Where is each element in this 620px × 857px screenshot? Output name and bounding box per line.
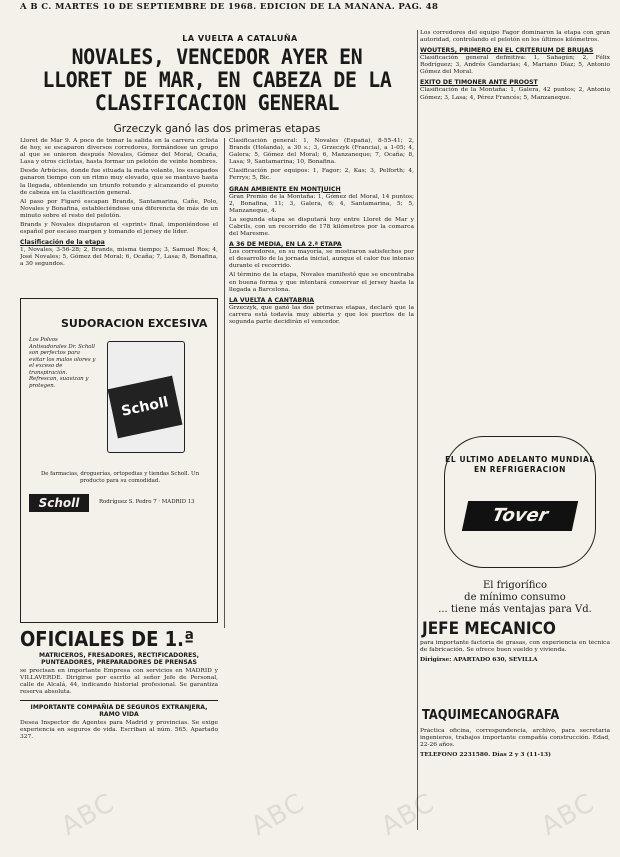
article-subheading: LA VUELTA A CANTABRIA (229, 296, 315, 304)
watermark: ABC (56, 787, 121, 843)
article-paragraph: La segunda etapa se disputará hoy entre Lloret de Mar y Cabrils, con un recorrido de 178 kilómetros por la comarca del Maresme. (229, 216, 414, 238)
scholl-advertisement (20, 298, 218, 623)
article-paragraph: Los corredores del equipo Fagor dominaron la etapa con gran autoridad, controlando el pelotón en los últimos kilómetros. (420, 30, 610, 44)
watermark: ABC (536, 787, 601, 843)
article-paragraph: Lloret de Mar 9. A poco de tomar la salida en la carrera ciclista de hoy, se escaparon diversos corredores, formándose un grupo al que se unieron después Novales, Gómez del Moral, Ocaña, Lasa y otros ciclistas, hasta formar un pelotón de veinte hombres. (20, 138, 218, 166)
article-column-1 (20, 138, 218, 294)
tover-ad-tagline: EL ULTIMO ADELANTO MUNDIAL EN REFRIGERACION (445, 455, 595, 474)
classified-text: Desea Inspector de Agentes para Madrid y provincias. Se exige experiencia en seguros de vida. Escriban al núm. 565. Apartado 327. (20, 719, 218, 740)
article-paragraph: Clasificación de la Montaña: 1, Galera, 42 puntos; 2, Antonio Gómez; 3, Lasa; 4, Pérez Francés; 5, Manzaneque. (420, 87, 610, 101)
article-paragraph: Clasificación por equipos: 1, Fagor; 2, Kas; 3, Pelforth; 4, Ferrys; 5, Bic. (229, 168, 414, 182)
scholl-product-pack (107, 341, 185, 453)
scholl-ad-text: Los Polvos Antisudorales Dr. Scholl son perfectos para evitar los malos olores y el exceso de transpiración. Refrescan, suavizan y protegen. (29, 337, 96, 389)
classified-jefe-body (420, 640, 610, 708)
article-subheading: Clasificación de la etapa (20, 239, 105, 247)
column-divider (417, 30, 418, 830)
classified-contact: TELEFONO 2231580. Días 2 y 3 (11-13) (420, 751, 551, 759)
classified-oficiales-body (20, 652, 218, 822)
classified-taqui-title: TAQUIMECANOGRAFA (422, 708, 560, 723)
article-paragraph: Clasificación general definitiva: 1, Sahagún; 2, Félix Rodríguez; 3, Andrés Gandarias; 4, Mariano Díaz; 5, Antonio Gómez del Moral. (420, 55, 610, 76)
divider (20, 700, 218, 701)
classified-contact: Dirigirse: APARTADO 630, SEVILLA (420, 656, 538, 664)
classified-text: Práctica oficina, correspondencia, archivo, para secretaría ingenieros, trabajos importante compañía construcción. Edad, 22-26 años. (420, 728, 610, 749)
scholl-pack-label: Scholl (108, 376, 183, 439)
tover-ad-frame (444, 436, 596, 568)
article-paragraph: Los corredores, en su mayoría, se mostraron satisfechos por el desarrollo de la jornada inicial, aunque el calor fue intenso durante el recorrido. (229, 249, 414, 270)
article-subheading: WOUTERS, PRIMERO EN EL CRITERIUM DE BRUJAS (420, 47, 594, 55)
scholl-logo: Scholl (29, 494, 89, 512)
article-subheading: A 36 DE MEDIA, EN LA 2.ª ETAPA (229, 241, 342, 249)
watermark: ABC (246, 787, 311, 843)
article-kicker: LA VUELTA A CATALUÑA (182, 34, 298, 43)
article-subheading: EXITO DE TIMONER ANTE PROOST (420, 79, 538, 87)
scholl-ad-footer: De farmacias, droguerías, ortopedias y tiendas Scholl. Un producto para su comodidad. (40, 471, 200, 484)
article-headline: NOVALES, VENCEDOR AYER EN LLORET DE MAR, EN CABEZA DE LA CLASIFICACION GENERAL (42, 45, 392, 116)
article-paragraph: Al paso por Figaró escapan Brands, Santamarina, Cañe, Polo, Novales y Bonafina, estableciéndose una diferencia de más de un minuto sobre el resto del pelotón. (20, 198, 218, 219)
scholl-ad-title: SUDORACION EXCESIVA (61, 317, 208, 330)
article-column-2 (229, 138, 414, 843)
tover-slogan-line: ... tiene más ventajas para Vd. (438, 604, 592, 615)
article-paragraph: Brands y Novales disputaron el «sprint» final, imponiéndose el español por escaso margen y tomando el jersey de líder. (20, 222, 218, 236)
scholl-ad-reference: Rodríguez S. Pedro 7 · MADRID 13 (99, 499, 195, 505)
classified-jefe-title: JEFE MECANICO (422, 619, 556, 639)
article-paragraph: Al término de la etapa, Novales manifestó que se encontraba en buena forma y que intentará conservar el jersey hasta la llegada a Barcelona. (229, 272, 414, 293)
article-subheading: GRAN AMBIENTE EN MONTJUICH (229, 185, 341, 193)
tover-slogan-line: de mínimo consumo (464, 592, 566, 603)
tover-logo: Tover (462, 501, 578, 531)
article-paragraph: Gran Premio de la Montaña: 1, Gómez del Moral, 14 puntos; 2, Bonafina, 11; 3, Galera, 6; 4, Santamarina, 5; 5, Manzaneque, 4. (229, 193, 414, 214)
article-column-3 (420, 30, 610, 410)
classified-text: se precisan en importante Empresa con servicios en MADRID y VILLAVERDE. Dirigirse por escrito al señor Jefe de Personal, calle de Alcalá, 44, indicando historial profesional. Se garantiza reserva absoluta. (20, 668, 218, 696)
article-paragraph: Clasificación general: 1, Novales (España), 8-55-41; 2, Brands (Holanda), a 30 s.; 3, Grzeczyk (Francia), a 1-05; 4, Galera; 5, Gómez del Moral; 6, Manzaneque; 7, Ocaña; 8, Lasa; 9, Santamarina; 10, Bonafina. (229, 138, 414, 166)
tover-slogan-line: El frigorífico (482, 580, 548, 591)
page-header: A B C. MARTES 10 DE SEPTIEMBRE DE 1968. EDICION DE LA MAÑANA. PAG. 48 (20, 2, 439, 12)
classified-caps: MATRICEROS, FRESADORES, RECTIFICADORES, PUNTEADORES, PREPARADORES DE PRENSAS (39, 652, 199, 667)
watermark: ABC (376, 787, 441, 843)
tover-ad-slogan (420, 580, 610, 616)
tover-advertisement (420, 412, 610, 617)
classified-text: para importante factoría de grasas, con experiencia en técnica de fabricación. Se ofrece buen sueldo y vivienda. (420, 640, 610, 654)
article-paragraph: Grzeczyk, que ganó las dos primeras etapas, declaró que la carrera está todavía muy abierta y que los puertos de la segunda parte decidirán el vencedor. (229, 304, 414, 325)
article-paragraph: Desde Arbúcies, donde fue situada la meta volante, los escapados ganaron tiempo con un ritmo muy elevado, que se mantuvo hasta la llegada, obteniendo un triunfo rotundo y alcanzando el puesto de cabeza en la clasificación general. (20, 168, 218, 196)
classified-oficiales-title: OFICIALES DE 1.ª (20, 627, 195, 651)
column-divider (224, 138, 225, 628)
article-results: 1, Novales, 3-56-28; 2, Brands, misma tiempo; 3, Samuel Ros; 4, José Novales; 5, Gómez del Moral; 6, Ocaña; 7, Lasa; 8, Bonafina, a 30 segundos. (20, 247, 218, 268)
article-subhead: Grzeczyk ganó las dos primeras etapas (113, 123, 321, 135)
classified-caps: IMPORTANTE COMPAÑIA DE SEGUROS EXTRANJERA, RAMO VIDA (30, 703, 208, 718)
